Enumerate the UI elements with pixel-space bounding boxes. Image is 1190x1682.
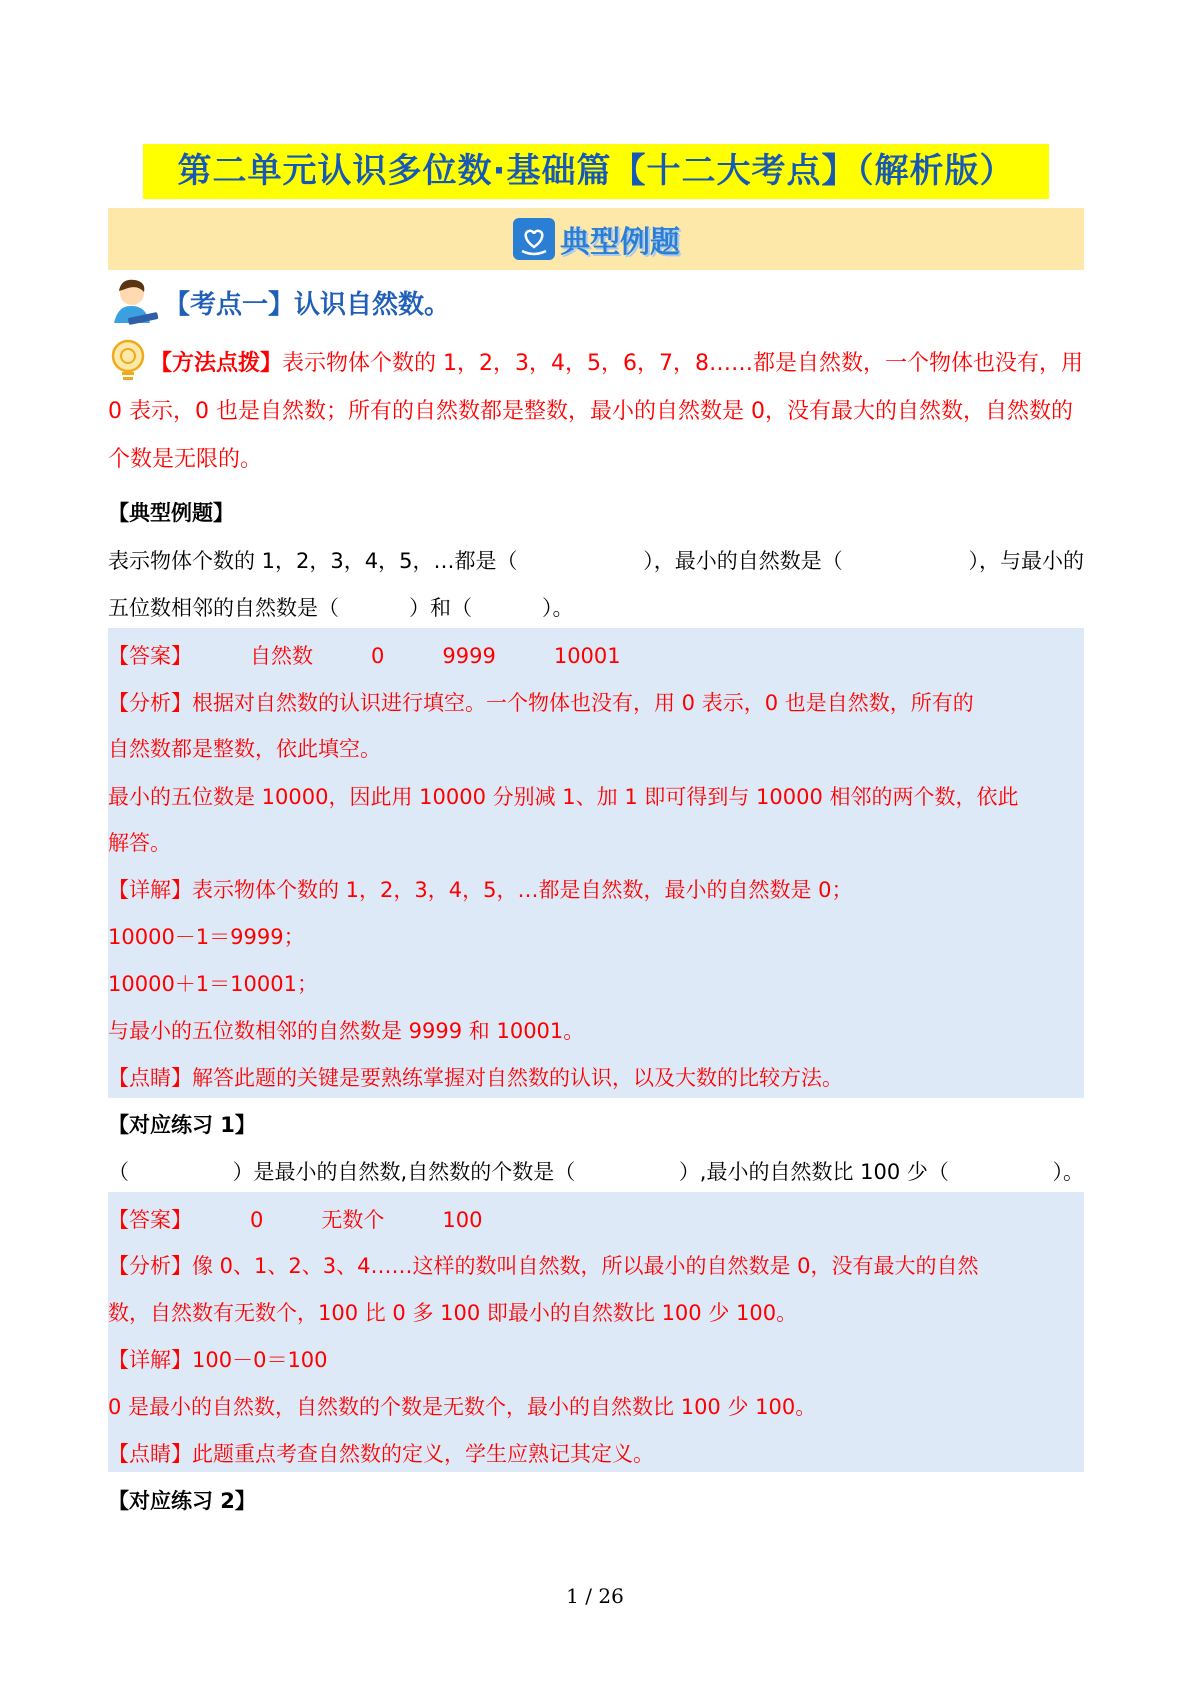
practice1-solution-box	[108, 1192, 1084, 1472]
practice1-question-part: ）是最小的自然数,自然数的个数是（	[232, 1160, 576, 1184]
practice1-analysis	[108, 1250, 1084, 1280]
heart-badge-icon	[512, 217, 556, 261]
method-tip	[108, 338, 1084, 484]
student-icon	[108, 275, 160, 329]
example-detail	[108, 874, 1084, 904]
answer-value: 10001	[553, 644, 621, 668]
lightbulb-icon	[108, 338, 148, 382]
analysis-text: 最小的五位数是 10000，因此用 10000 分别减 1、加 1 即可得到与 10000 相邻的两个数，依此	[108, 785, 1019, 809]
point-label: 【点睛】	[108, 1066, 192, 1090]
answer-value: 无数个	[321, 1208, 385, 1232]
analysis-text: 自然数都是整数，依此填空。	[108, 737, 381, 761]
example-analysis	[108, 687, 1084, 717]
detail-text: 10000－1＝9999；	[108, 925, 305, 949]
point-text: 此题重点考查自然数的定义，学生应熟记其定义。	[192, 1442, 654, 1466]
method-text: 表示物体个数的 1，2，3，4，5，6，7，8……都是自然数，一个物体也没有，用 0 表示，0 也是自然数；所有的自然数都是整数，最小的自然数是 0，没有最大的自然数，自然数的个数是无限的。	[108, 351, 1083, 472]
analysis-text: 根据对自然数的认识进行填空。一个物体也没有，用 0 表示，0 也是自然数，所有的	[192, 691, 974, 715]
analysis-text: 解答。	[108, 831, 171, 855]
analysis-label: 【分析】	[108, 1254, 192, 1278]
example-question-part: ），与最小的	[968, 549, 1084, 573]
banner-title: 典型例题	[560, 225, 680, 260]
detail-label: 【详解】	[108, 1348, 192, 1372]
answer-value: 自然数	[250, 644, 313, 668]
method-label: 【方法点拨】	[150, 351, 283, 376]
answer-label: 【答案】	[108, 644, 192, 668]
practice2-heading: 【对应练习 2】	[108, 1489, 256, 1513]
analysis-label: 【分析】	[108, 691, 192, 715]
example-answer	[108, 640, 1084, 670]
practice1-question-part: ）。	[1052, 1160, 1084, 1184]
point-label: 【点睛】	[108, 1442, 192, 1466]
practice1-point	[108, 1438, 1084, 1468]
analysis-text: 数，自然数有无数个，100 比 0 多 100 即最小的自然数比 100 少 100。	[108, 1301, 798, 1325]
answer-value: 9999	[442, 644, 496, 668]
example-question-part: ）和（	[409, 596, 472, 620]
example-question-line1	[108, 545, 1084, 575]
example-heading: 【典型例题】	[108, 501, 234, 525]
example-question-part: ）。	[542, 596, 574, 620]
detail-text: 表示物体个数的 1，2，3，4，5，…都是自然数，最小的自然数是 0；	[192, 878, 853, 902]
example-question-part: 表示物体个数的 1，2，3，4，5，…都是（	[108, 549, 518, 573]
practice1-heading: 【对应练习 1】	[108, 1113, 256, 1137]
detail-text: 100－0＝100	[192, 1348, 328, 1372]
practice1-question-part: （	[108, 1160, 129, 1184]
kaodian-title: 【考点一】认识自然数。	[164, 289, 451, 320]
practice1-detail	[108, 1344, 1084, 1374]
answer-value: 0	[250, 1208, 264, 1232]
practice1-question-part: ）,最小的自然数比 100 少（	[678, 1160, 949, 1184]
practice1-question	[108, 1156, 1084, 1186]
example-question-line2	[108, 592, 1084, 622]
answer-value: 0	[371, 644, 385, 668]
practice1-answer	[108, 1204, 1084, 1234]
answer-label: 【答案】	[108, 1208, 192, 1232]
detail-label: 【详解】	[108, 878, 192, 902]
kaodian-heading	[108, 274, 450, 330]
example-question-part: ），最小的自然数是（	[643, 549, 843, 573]
answer-value: 100	[442, 1208, 483, 1232]
example-point	[108, 1062, 1084, 1092]
section-banner	[108, 208, 1084, 270]
example-question-part: 五位数相邻的自然数是（	[108, 596, 339, 620]
detail-text: 10000＋1＝10001；	[108, 972, 318, 996]
point-text: 解答此题的关键是要熟练掌握对自然数的认识，以及大数的比较方法。	[192, 1066, 843, 1090]
page-number: 1 / 26	[566, 1584, 624, 1608]
page-title: 第二单元认识多位数·基础篇【十二大考点】（解析版）	[143, 144, 1049, 199]
detail-text: 0 是最小的自然数，自然数的个数是无数个，最小的自然数比 100 少 100。	[108, 1395, 817, 1419]
analysis-text: 像 0、1、2、3、4……这样的数叫自然数，所以最小的自然数是 0，没有最大的自然	[192, 1254, 979, 1278]
detail-text: 与最小的五位数相邻的自然数是 9999 和 10001。	[108, 1019, 585, 1043]
